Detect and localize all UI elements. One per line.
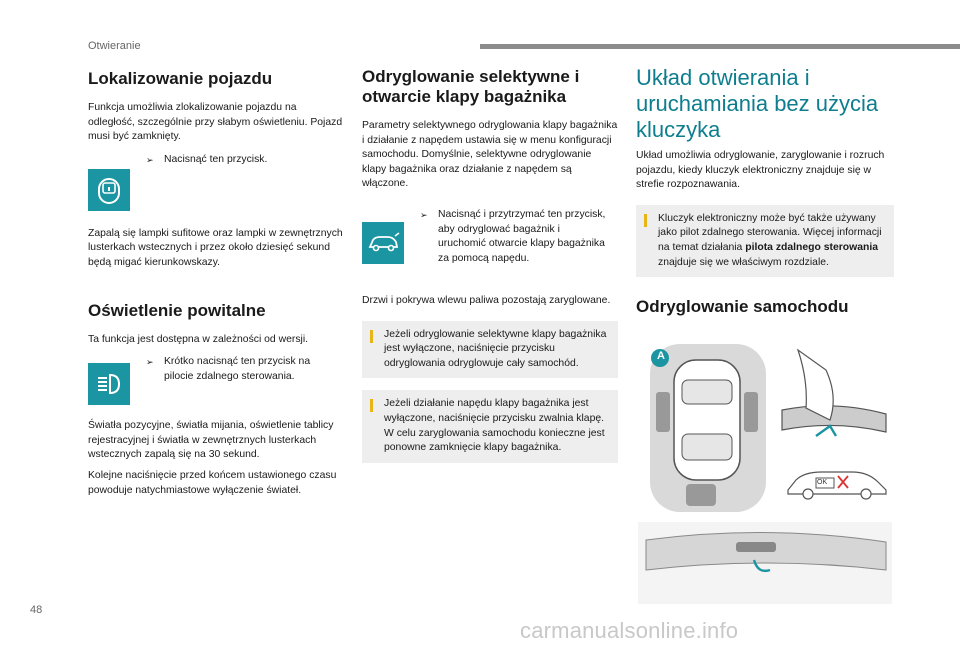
heading-keyless: Układ otwierania i uruchamiania bez użycia kluczyka (636, 65, 879, 142)
heading-selective-unlocking: Odryglowanie selektywne i otwarcie klapy bagażnika (362, 67, 580, 106)
info-note: Jeżeli odryglowanie selektywne klapy bagażnika jest wyłączone, naciśnięcie przycisku odryglowania odryglowuje cały samochód. (362, 321, 618, 379)
paragraph: Zapalą się lampki sufitowe oraz lampki w zewnętrznych lusterkach wstecznych i przez około dziesięć sekund będą migać kierunkowskazy. (88, 227, 343, 268)
paragraph: Ta funkcja jest dostępna w zależności od wersji. (88, 333, 309, 345)
page-number: 48 (30, 604, 43, 616)
step-row (362, 210, 618, 290)
info-bar-icon (370, 330, 373, 343)
car-ok-illustration (782, 460, 892, 502)
lock-icon (88, 169, 130, 211)
step-text: ➢ Nacisnąć ten przycisk. (146, 153, 336, 168)
paragraph: Kolejne naciśnięcie przed końcem ustawionego czasu powoduje natychmiastowe wyłączenie świateł. (88, 469, 337, 496)
info-note: Jeżeli działanie napędu klapy bagażnika jest wyłączone, naciśnięcie przycisku zwalnia klapę. W celu zaryglowania samochodu konieczne jest ponowne zamknięcie klapy bagażnika. (362, 390, 618, 462)
trunk-icon (362, 222, 404, 264)
paragraph: Drzwi i pokrywa wlewu paliwa pozostają zaryglowane. (362, 294, 611, 306)
section-label: Otwieranie (88, 40, 141, 52)
column-middle (362, 65, 618, 463)
lights-icon (88, 363, 130, 405)
trunk-handle-illustration (636, 520, 894, 606)
heading-unlocking-car: Odryglowanie samochodu (636, 297, 849, 317)
step-bullet-icon: ➢ (420, 209, 428, 220)
heading-vehicle-locating: Lokalizowanie pojazdu (88, 69, 273, 88)
paragraph: Parametry selektywnego odryglowania klapy bagażnika i działanie z napędem ustawia się w menu konfiguracji samochodu. Domyślnie, selektywne odryglowanie klapy bagażnika oraz działanie z napędem są włączone. (362, 120, 618, 190)
header-divider (480, 44, 960, 49)
step-text: ➢ Krótko nacisnąć ten przycisk na pilocie zdalnego sterowania. (146, 356, 311, 382)
keyless-zone-illustration (646, 340, 770, 516)
paragraph: Układ umożliwia odryglowanie, zaryglowanie i rozruch pojazdu, kiedy kluczyk elektroniczny znajduje się w strefie rozpoznawania. (636, 150, 885, 191)
step-bullet-icon: ➢ (146, 154, 154, 165)
column-left (88, 65, 344, 498)
info-note: Kluczyk elektroniczny może być także używany jako pilot zdalnego sterowania. Więcej informacji na temat działania pilota zdalnego sterowania znajduje się we właściwym rozdziale. (636, 205, 894, 277)
step-bullet-icon: ➢ (146, 357, 154, 368)
watermark: carmanualsonline.info (520, 618, 739, 643)
info-bar-icon (370, 399, 373, 412)
paragraph: Światła pozycyjne, światła mijania, oświetlenie tablicy rejestracyjnej i światła w zewnętrznych lusterkach wstecznych zapalą się na 30 sekund. (88, 420, 334, 461)
step-row (88, 357, 344, 413)
step-row (88, 153, 344, 213)
door-handle-illustration (778, 340, 890, 460)
step-text: ➢ Nacisnąć i przytrzymać ten przycisk, aby odryglować bagażnik i uruchomić otwarcie klapy bagażnika za pomocą napędu. (420, 208, 606, 264)
column-right (636, 65, 896, 317)
paragraph: Funkcja umożliwia zlokalizowanie pojazdu na odległość, szczególnie przy słabym oświetleniu. Pojazd musi być zamknięty. (88, 102, 343, 143)
info-bar-icon (644, 214, 647, 227)
label-ok: OK (817, 479, 828, 486)
label-a: A (657, 350, 665, 362)
heading-welcome-lighting: Oświetlenie powitalne (88, 300, 266, 320)
